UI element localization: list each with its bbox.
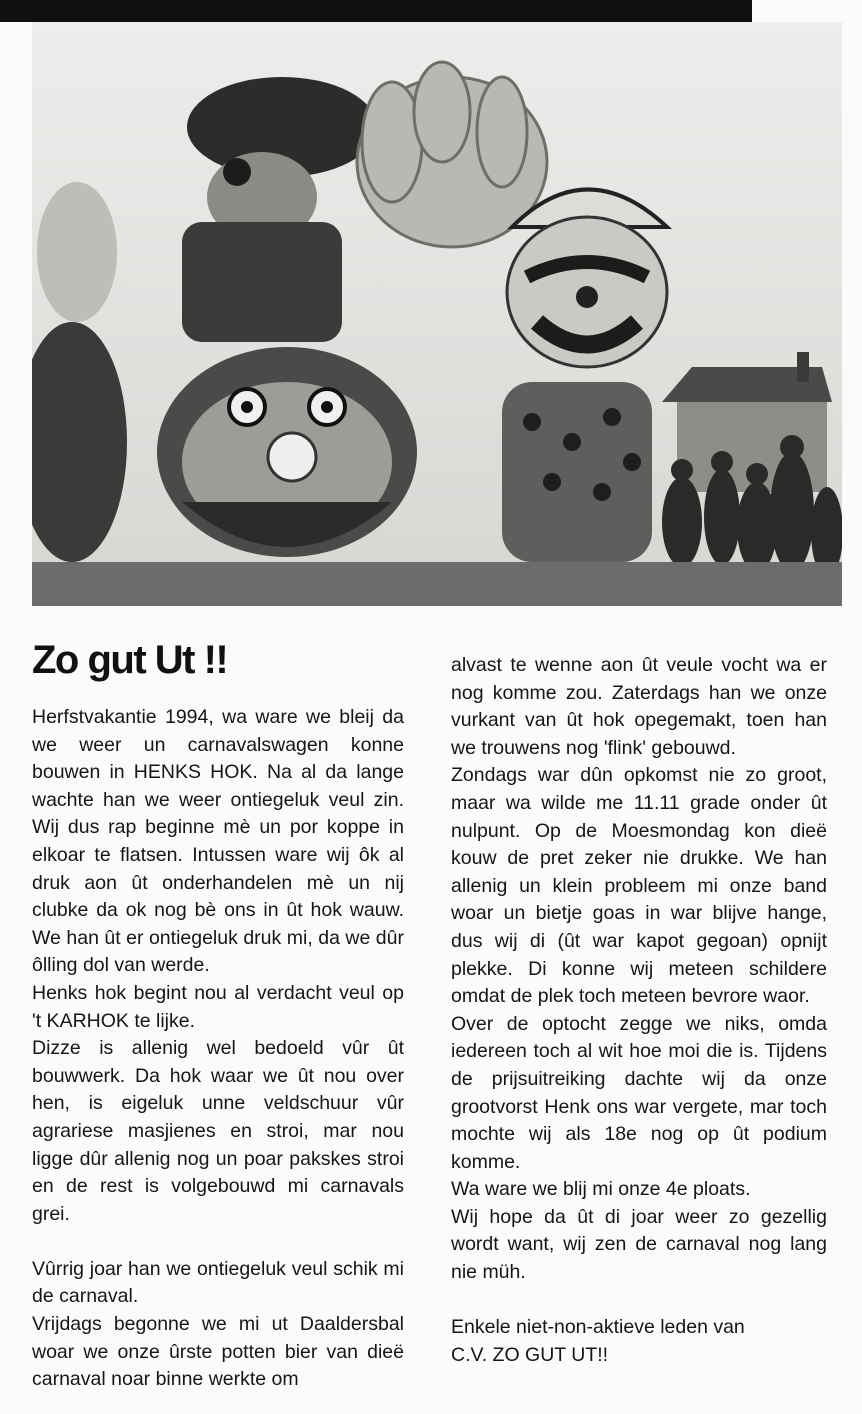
paragraph: Over de optocht zegge we niks, omda iedereen toch al wit hoe moi die is. Tijdens de prijsuitreiking dachte wij da onze grootvorst Henk ons war vergete, mar toch mochte wij als 18e nog op ût podium komme.: [451, 1012, 827, 1173]
top-black-bar: [0, 0, 752, 22]
paragraph: Wij hope da ût di joar weer zo gezellig wordt want, wij zen de carnaval nog lang nie müh.: [451, 1205, 827, 1284]
paragraph: Wa ware we blij mi onze 4e ploats.: [451, 1178, 751, 1201]
carnival-float-photo: [32, 22, 842, 606]
paragraph: alvast te wenne aon ût veule vocht wa er nog komme zou. Zaterdags han we onze vurkant van ût hok opegemakt, toen han we trouwens nog 'flink' gebouwd.: [451, 654, 827, 759]
article-headline: Zo gut Ut !!: [32, 638, 228, 682]
paragraph: Dizze is allenig wel bedoeld vûr ût bouwwerk. Da hok waar we ût nou over hen, is eigeluk unne veldschuur vûr agrariese masjienes en stroi, mar nou ligge dûr allenig nog un poar pakskes stroi en de rest is volgebouwd mi carnavals grei.: [32, 1037, 404, 1225]
paragraph: Zondags war dûn opkomst nie zo groot, maar wa wilde me 11.11 grade onder ût nulpunt. Op de Moesmondag kon dieë kouw de pret zeker nie drukke. We han allenig un klein probleem mi onze band woar un bietje goas in war blijve hange, dus wij di (ût war kapot gegoan) opnijt plekke. Di konne wij meteen schildere omdat de plek toch meteen bevrore waor.: [451, 764, 827, 1008]
signature-line: Enkele niet-non-aktieve leden van: [451, 1316, 745, 1339]
carnival-float-photo-icon: [32, 22, 842, 606]
left-column: [32, 704, 404, 1394]
right-column: [451, 652, 827, 1369]
paragraph: Henks hok begint nou al verdacht veul op 't KARHOK te lijke.: [32, 981, 404, 1032]
signature-club-name: C.V. ZO GUT UT!!: [451, 1343, 609, 1366]
paragraph: Vrijdags begonne we mi ut Daaldersbal woar we onze ûrste potten bier van dieë carnaval noar binne werkte om: [32, 1313, 404, 1391]
paragraph: Vûrrig joar han we ontiegeluk veul schik mi de carnaval.: [32, 1257, 404, 1308]
paragraph: Herfstvakantie 1994, wa ware we bleij da we weer un carnavalswagen konne bouwen in HENKS HOK. Na al da lange wachte han we weer ontiegeluk veul zin. Wij dus rap beginne mè un por koppe in elkoar te flatsen. Intussen ware wij ôk al druk aon ût onderhandelen mè un nij clubke da ok nog bè ons in ût hok wauw. We han ût er ontiegeluk druk mi, da we dûr ôlling dol van werde.: [32, 706, 404, 977]
